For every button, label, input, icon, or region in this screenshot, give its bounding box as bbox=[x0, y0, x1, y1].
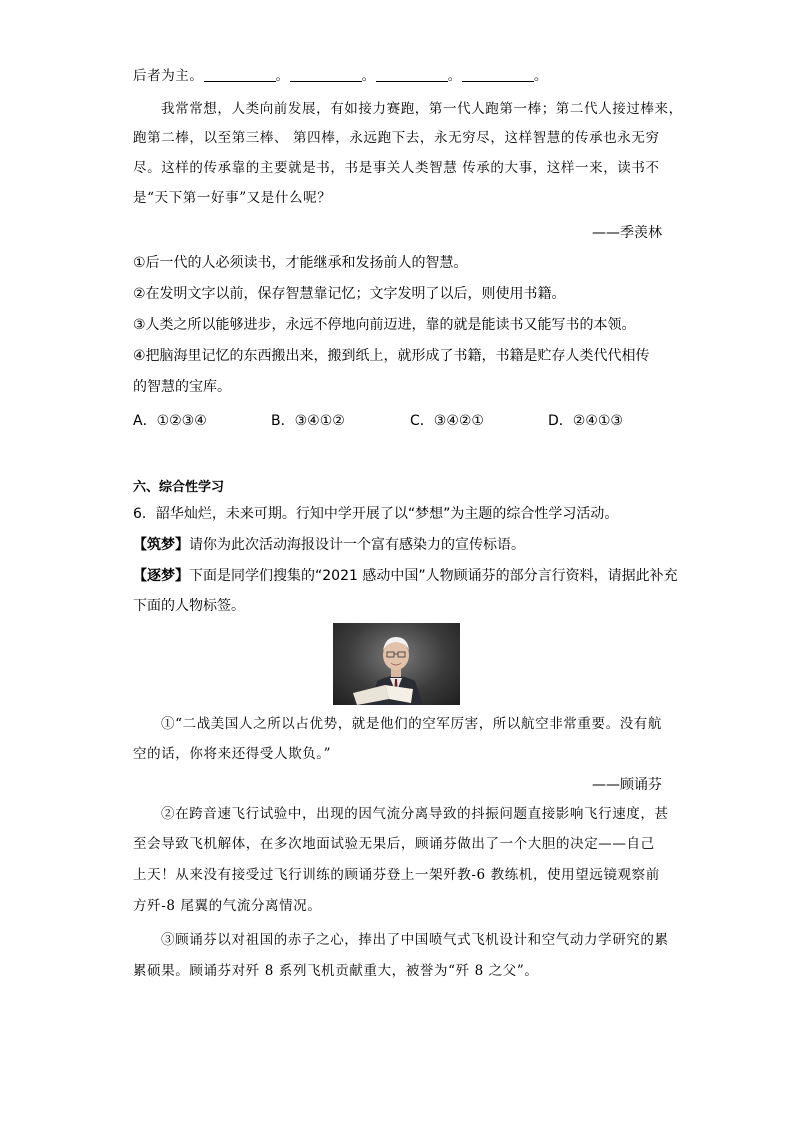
section-heading: 六、综合性学习 bbox=[133, 480, 225, 495]
task-zhumeng bbox=[133, 535, 525, 555]
quote-3-line-2: 累硕果。顾诵芬对歼 8 系列飞机贡献重大，被誉为“歼 8 之父”。 bbox=[133, 963, 539, 979]
separator: 。 bbox=[275, 68, 290, 84]
answer-blank-1[interactable] bbox=[204, 67, 276, 82]
answer-blank-3[interactable] bbox=[376, 67, 448, 82]
task-text: 下面是同学们搜集的“2021 感动中国”人物顾诵芬的部分言行资料，请据此补充 bbox=[189, 568, 678, 584]
answer-blank-2[interactable] bbox=[290, 67, 362, 82]
separator: 。 bbox=[361, 68, 376, 84]
task-tag: 【筑梦】 bbox=[133, 537, 189, 553]
quote-1-line-1: ①“二战美国人之所以占优势，就是他们的空军厉害，所以航空非常重要。没有航 bbox=[161, 716, 663, 732]
quote-3-line-1: ③顾诵芬以对祖国的赤子之心，捧出了中国喷气式飞机设计和空气动力学研究的累 bbox=[161, 932, 669, 948]
quote-2-line-2: 至会导致飞机解体，在多次地面试验无果后，顾诵芬做出了一个大胆的决定——自己 bbox=[133, 836, 655, 852]
task-zhumeng-2 bbox=[133, 566, 678, 586]
passage-line-2: 跑第二棒，以至第三棒、 第四棒，永远跑下去，永无穷尽，这样智慧的传承也永无穷 bbox=[133, 130, 660, 146]
passage-author: ——季羡林 bbox=[592, 225, 662, 241]
text-prefix: 后者为主。 bbox=[133, 68, 204, 84]
choice-c[interactable]: C．③④②① bbox=[410, 413, 484, 429]
quote-2-line-4: 方歼-8 尾翼的气流分离情况。 bbox=[133, 898, 322, 914]
sentence-item-4: ④把脑海里记忆的东西搬出来，搬到纸上，就形成了书籍，书籍是贮存人类代代相传 bbox=[133, 348, 650, 364]
choice-a[interactable]: A．①②③④ bbox=[133, 413, 207, 429]
separator: 。 bbox=[447, 68, 462, 84]
separator: 。 bbox=[533, 68, 548, 84]
task-text: 请你为此次活动海报设计一个富有感染力的宣传标语。 bbox=[189, 537, 525, 553]
sentence-item-4-cont: 的智慧的宝库。 bbox=[133, 379, 231, 395]
quote-author: ——顾诵芬 bbox=[592, 777, 662, 793]
choice-b[interactable]: B．③④①② bbox=[271, 413, 345, 429]
passage-line-3: 尽。这样的传承靠的主要就是书，书是事关人类智慧 传承的大事，这样一来，读书不 bbox=[133, 160, 660, 176]
question-6: 6．韶华灿烂，未来可期。行知中学开展了以“梦想”为主题的综合性学习活动。 bbox=[133, 506, 619, 522]
portrait-illustration bbox=[333, 623, 460, 705]
quote-1-line-2: 空的话，你将来还得受人欺负。” bbox=[133, 746, 332, 762]
quote-2-line-1: ②在跨音速飞行试验中，出现的因气流分离导致的抖振问题直接影响飞行速度，甚 bbox=[161, 806, 669, 822]
sentence-item-2: ②在发明文字以前，保存智慧靠记忆；文字发明了以后，则使用书籍。 bbox=[133, 286, 566, 302]
sentence-item-3: ③人类之所以能够进步，永远不停地向前迈进，靠的就是能读书又能写书的本领。 bbox=[133, 317, 636, 333]
task-text-cont: 下面的人物标签。 bbox=[133, 598, 245, 614]
task-tag: 【逐梦】 bbox=[133, 568, 189, 584]
answer-blank-4[interactable] bbox=[462, 67, 534, 82]
sentence-item-1: ①后一代的人必须读书，才能继承和发扬前人的智慧。 bbox=[133, 255, 468, 271]
answer-line bbox=[133, 66, 548, 86]
passage-line-4: 是“天下第一好事”又是什么呢？ bbox=[133, 190, 332, 206]
portrait-photo bbox=[333, 623, 460, 705]
passage-line-1: 我常常想，人类向前发展，有如接力赛跑，第一代人跑第一棒；第二代人接过棒来， bbox=[161, 101, 683, 117]
quote-2-line-3: 上天！从来没有接受过飞行训练的顾诵芬登上一架歼教-6 教练机，使用望远镜观察前 bbox=[133, 867, 660, 883]
choice-d[interactable]: D．②④①③ bbox=[548, 413, 623, 429]
